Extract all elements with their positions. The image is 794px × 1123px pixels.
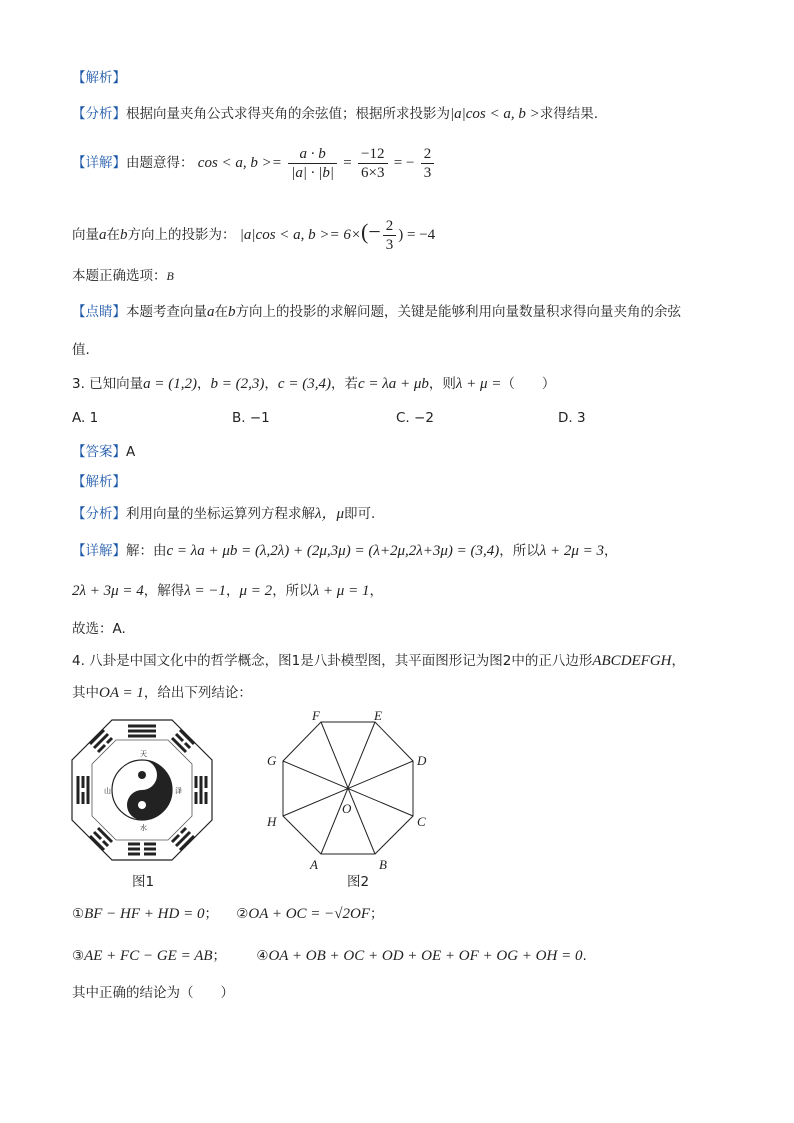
analysis-heading [72,68,126,88]
frac2-num: −12 [358,145,387,164]
q4-conclusions-1 [72,904,384,924]
proj-fraction [383,217,397,254]
frac3-num: 2 [421,145,435,164]
sep: ； [204,906,218,922]
q4-stem2-a: 其中 [72,685,99,701]
remark-line-2 [72,340,90,360]
label-C: C [417,814,426,829]
octagon-figure [258,706,448,876]
vec-b: b [120,227,128,243]
q3-suoyi-2: ，所以 [272,583,313,599]
analysis-line [72,104,598,124]
daan-tag: 【答案】 [72,444,126,460]
q4-conclusions-2: ③AE + FC − GE = AB； ④OA + OB + OC + OD + OE + OF + OG + OH = 0. [72,948,587,964]
q4-octagon-name: ABCDEFGH [592,653,672,669]
conclusion-1: BF − HF + HD = 0 [84,906,205,922]
c4-num: ④ [256,948,269,964]
q3-option-c: C. −2 [396,410,434,426]
q4-question-text: 其中正确的结论为（ ） [72,985,234,1001]
q3-vec-b: b = (2,3) [210,376,265,392]
proj-text-c: 方向上的投影为： [127,227,236,243]
dianjing-text3: 方向上的投影的求解问题，关键是能够利用向量数量积求得向量夹角的余弦 [235,304,681,320]
fenxi-text: 根据向量夹角公式求得夹角的余弦值；根据所求投影为 [126,106,450,122]
label-B: B [379,857,387,872]
q3-option-b: B. −1 [232,410,270,426]
label-E: E [374,708,382,723]
q3-combination: c = λa + μb [357,376,429,392]
q3-target: λ + μ = [455,376,502,392]
frac1-den: |a| · |b| [291,164,334,181]
q3-fenxi-vars: λ，μ [315,506,345,522]
dianjing-text4: 值. [72,342,90,358]
q3-eq2: 2λ + 3μ = 4 [72,583,144,599]
dianjing-tag: 【点睛】 [72,304,126,320]
q3-suoyi: ，所以 [499,543,540,559]
dianjing-text2: 在 [214,304,228,320]
q4-stem-2 [72,683,252,703]
proj-text-a: 向量 [72,227,99,243]
fraction-ab [288,145,337,182]
q3-lambda: λ = −1 [184,583,227,599]
proj-paren-open: (− [361,219,381,244]
projection-line [72,212,435,255]
cos-expression: cos < a, b >= [197,155,282,171]
q3-vec-a: a = (1,2) [143,376,198,392]
q3-jiede: ，解得 [143,583,185,599]
daan-value: A [126,444,136,460]
c2-num: ② [236,906,249,922]
conclusion-2: OA + OC = −√2OF [248,906,371,922]
q3-jiexi-tag: 【解析】 [72,474,126,490]
q4-stem2-c: ，给出下列结论： [143,685,252,701]
q3-stem-a: 3. 已知向量 [72,376,144,392]
q4-question [72,983,234,1003]
equals-minus: = − [393,155,415,171]
vec-b: b [228,304,236,320]
svg-text:泽: 泽 [175,787,182,795]
q3-xiangjie-expr: c = λa + μb = (λ,2λ) + (2μ,3μ) = (λ+2μ,2λ+3μ) = (3,4) [166,543,500,559]
proj-end: ) = −4 [398,227,436,243]
label-F: F [312,708,320,723]
question-3-stem: 3. 已知向量a = (1,2)，b = (2,3)，c = (3,4)，若c = λa + μb，则λ + μ =（ ） [72,376,556,392]
svg-text:山: 山 [104,787,111,795]
q4-stem-a: 4. 八卦是中国文化中的哲学概念，图1是八卦模型图，其平面图形记为图2中的正八边形 [72,653,593,669]
svg-text:水: 水 [140,824,147,832]
sep: ； [370,906,384,922]
q3-fenxi-text: 利用向量的坐标运算列方程求解 [126,506,315,522]
proj-text-b: 在 [106,227,120,243]
bagua-figure [70,718,214,862]
fenxi-end: 求得结果. [539,106,599,122]
q3-answer [72,442,135,462]
q4-stem-1: 4. 八卦是中国文化中的哲学概念，图1是八卦模型图，其平面图形记为图2中的正八边形ABCDEFGH， [72,653,686,669]
q4-oa: OA = 1 [99,685,144,701]
q3-guxuan: 故选：A. [72,621,126,637]
q3-conclusion [72,619,126,639]
q3-sum: λ + μ = 1 [312,583,370,599]
q3-paren: （ ） [501,376,556,392]
fraction-12 [358,145,387,182]
q3-fenxi-tag: 【分析】 [72,506,126,522]
q3-eq1: λ + 2μ = 3 [539,543,605,559]
label-A: A [310,857,318,872]
label-G: G [267,753,277,768]
answer-label: 本题正确选项： [72,268,167,284]
fenxi-tag: 【分析】 [72,106,126,122]
answer-letter: B [166,269,174,283]
proj-expression: |a|cos < a, b >= 6× [239,227,362,243]
c1-num: ① [72,906,85,922]
q3-jiexi [72,472,126,492]
vec-a: a [99,227,107,243]
label-H: H [267,814,277,829]
q3-xiangjie-jie: 解：由 [126,543,167,559]
proj-frac-den: 3 [385,236,394,253]
q3-ruo: ，若 [330,376,358,392]
q3-xiangjie-tag: 【详解】 [72,543,126,559]
q3-analysis [72,504,375,524]
frac1-num: a · b [288,145,337,164]
frac3-den: 3 [423,164,432,181]
jiexi-tag: 【解析】 [72,70,126,86]
conclusion-4: OA + OB + OC + OD + OE + OF + OG + OH = 0 [268,948,583,964]
q3-vec-c: c = (3,4) [277,376,331,392]
q3-option-a: A. 1 [72,410,99,426]
fraction-2-3 [421,145,435,182]
equals: = [343,155,352,171]
label-O: O [342,801,352,816]
c3-num: ③ [72,948,85,964]
label-D: D [417,753,427,768]
fig2-caption: 图2 [347,874,370,890]
xiangjie-text: 由题意得： [126,155,194,171]
fig1-caption: 图1 [132,874,155,890]
conclusion-3: AE + FC − GE = AB [84,948,213,964]
q3-detail: 【详解】解：由c = λa + μb = (λ,2λ) + (2μ,3μ) = (λ+2μ,2λ+3μ) = (3,4)，所以λ + 2μ = 3， [72,543,618,559]
q3-ze: ，则 [428,376,456,392]
svg-text:天: 天 [140,750,147,758]
remark-line [72,302,681,322]
dianjing-text1: 本题考查向量 [126,304,207,320]
proj-frac-num: 2 [383,217,397,236]
detail-line [72,143,436,183]
sep: ； [212,948,227,964]
vec-a: a [207,304,215,320]
q3-mu: μ = 2 [239,583,273,599]
answer-line [72,266,174,286]
q3-fenxi-end: 即可. [344,506,376,522]
q3-option-d: D. 3 [558,410,586,426]
q3-detail-2: 2λ + 3μ = 4，解得λ = −1，μ = 2，所以λ + μ = 1， [72,583,383,599]
xiangjie-tag: 【详解】 [72,155,126,171]
fenxi-math: |a|cos < a, b > [450,106,540,122]
frac2-den: 6×3 [361,164,385,181]
